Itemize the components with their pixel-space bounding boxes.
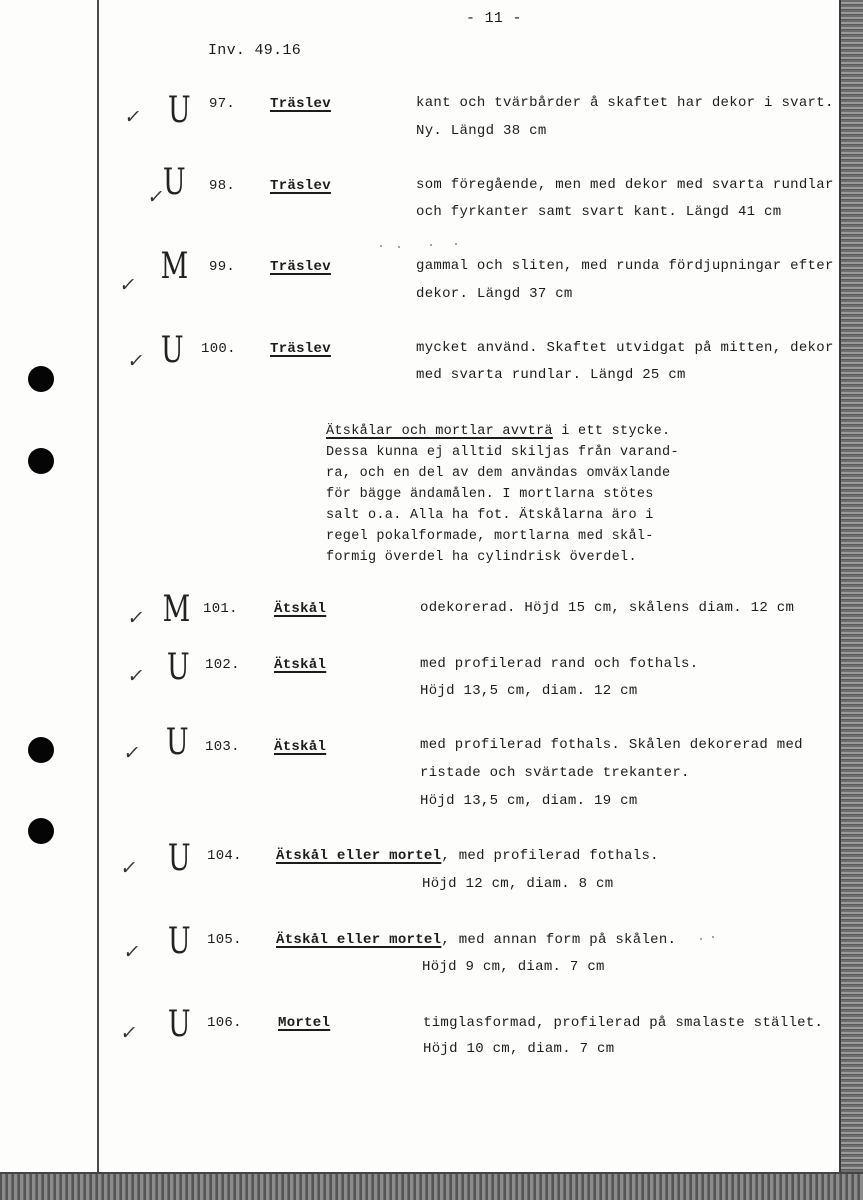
paragraph-line: regel pokalformade, mortlarna med skål- bbox=[326, 529, 654, 544]
scan-speck bbox=[455, 243, 457, 245]
paragraph-line: ra, och en del av dem användas omväxlande bbox=[326, 466, 671, 481]
entry-desc-line: timglasformad, profilerad på smalaste stället. bbox=[423, 1015, 824, 1031]
grade-mark: U bbox=[162, 162, 186, 203]
checkmark: ✓ bbox=[123, 106, 144, 128]
checkmark: ✓ bbox=[118, 274, 139, 296]
binding-margin-line bbox=[97, 0, 99, 1172]
scan-edge-bottom bbox=[0, 1174, 863, 1200]
entry-desc-line: med profilerad fothals. Skålen dekorerad med bbox=[420, 737, 803, 753]
page-number: - 11 - bbox=[466, 10, 522, 27]
punch-hole bbox=[28, 818, 54, 844]
entry-desc-line: ristade och svärtade trekanter. bbox=[420, 765, 690, 781]
grade-mark: U bbox=[165, 722, 189, 763]
entry-number: 101. bbox=[203, 601, 238, 617]
entry-desc-line: med profilerad rand och fothals. bbox=[420, 656, 699, 672]
paragraph-line: för bägge ändamålen. I mortlarna stötes bbox=[326, 487, 654, 502]
entry-number: 98. bbox=[209, 178, 236, 194]
entry-number: 105. bbox=[207, 932, 242, 948]
punch-hole bbox=[28, 448, 54, 474]
entry-number: 97. bbox=[209, 96, 236, 112]
inventory-reference: Inv. 49.16 bbox=[208, 42, 302, 59]
entry-title: Träslev bbox=[270, 178, 331, 194]
checkmark: ✓ bbox=[126, 665, 147, 687]
entry-desc-line: dekor. Längd 37 cm bbox=[416, 286, 573, 302]
checkmark: ✓ bbox=[119, 1022, 140, 1044]
grade-mark: U bbox=[167, 921, 191, 962]
entry-desc-line: Höjd 9 cm, diam. 7 cm bbox=[422, 959, 605, 975]
grade-mark: U bbox=[166, 647, 190, 688]
scan-edge-right bbox=[841, 0, 863, 1200]
checkmark: ✓ bbox=[122, 742, 143, 764]
scan-speck bbox=[712, 936, 714, 938]
punch-hole bbox=[28, 366, 54, 392]
checkmark: ✓ bbox=[146, 186, 167, 208]
entry-desc-inline: , med profilerad fothals. bbox=[441, 848, 659, 864]
paragraph-text: i ett stycke. bbox=[552, 424, 671, 439]
entry-desc-line: med svarta rundlar. Längd 25 cm bbox=[416, 367, 686, 383]
entry-number: 99. bbox=[209, 259, 236, 275]
entry-desc-line: och fyrkanter samt svart kant. Längd 41 cm bbox=[416, 204, 782, 220]
entry-title: Ätskål bbox=[274, 601, 327, 617]
scan-speck bbox=[430, 244, 432, 246]
entry-heading-line bbox=[276, 848, 659, 864]
checkmark: ✓ bbox=[119, 857, 140, 879]
paragraph-line: Dessa kunna ej alltid skiljas från varand- bbox=[326, 445, 679, 460]
scan-speck bbox=[380, 245, 382, 247]
grade-mark: U bbox=[167, 838, 191, 879]
checkmark: ✓ bbox=[126, 607, 147, 629]
entry-number: 104. bbox=[207, 848, 242, 864]
checkmark: ✓ bbox=[122, 941, 143, 963]
entry-number: 106. bbox=[207, 1015, 242, 1031]
entry-title: Träslev bbox=[270, 259, 331, 275]
scan-speck bbox=[398, 246, 400, 248]
punch-hole bbox=[28, 737, 54, 763]
paragraph-heading-line bbox=[326, 421, 679, 442]
paragraph-line: formig överdel ha cylindrisk överdel. bbox=[326, 550, 637, 565]
entry-heading-line bbox=[276, 932, 676, 948]
paragraph-line: salt o.a. Alla ha fot. Ätskålarna äro i bbox=[326, 508, 654, 523]
entry-title: Ätskål eller mortel bbox=[276, 848, 442, 864]
category-paragraph bbox=[326, 421, 679, 568]
entry-title: Ätskål eller mortel bbox=[276, 932, 442, 948]
entry-desc-line: kant och tvärbårder å skaftet har dekor i svart. bbox=[416, 95, 834, 111]
entry-desc-line: mycket använd. Skaftet utvidgat på mitten, dekor bbox=[416, 340, 834, 356]
entry-desc-line: Höjd 12 cm, diam. 8 cm bbox=[422, 876, 614, 892]
entry-number: 103. bbox=[205, 739, 240, 755]
entry-desc-line: odekorerad. Höjd 15 cm, skålens diam. 12 cm bbox=[420, 600, 795, 616]
entry-number: 100. bbox=[201, 341, 236, 357]
grade-mark: U bbox=[160, 330, 184, 371]
entry-desc-line: Höjd 13,5 cm, diam. 19 cm bbox=[420, 793, 638, 809]
entry-desc-line: som föregående, men med dekor med svarta rundlar bbox=[416, 177, 834, 193]
entry-title: Träslev bbox=[270, 341, 331, 357]
entry-title: Ätskål bbox=[274, 657, 327, 673]
checkmark: ✓ bbox=[126, 350, 147, 372]
grade-mark: U bbox=[167, 1004, 191, 1045]
category-heading: Ätskålar och mortlar avvträ bbox=[326, 424, 553, 439]
entry-number: 102. bbox=[205, 657, 240, 673]
entry-title: Ätskål bbox=[274, 739, 327, 755]
scan-speck bbox=[700, 938, 702, 940]
entry-desc-line: Höjd 10 cm, diam. 7 cm bbox=[423, 1041, 615, 1057]
entry-title: Träslev bbox=[270, 96, 331, 112]
entry-desc-inline: , med annan form på skålen. bbox=[441, 932, 677, 948]
grade-mark: U bbox=[167, 90, 191, 131]
entry-desc-line: Höjd 13,5 cm, diam. 12 cm bbox=[420, 683, 638, 699]
grade-mark: M bbox=[160, 246, 189, 287]
entry-desc-line: Ny. Längd 38 cm bbox=[416, 123, 547, 139]
grade-mark: M bbox=[162, 589, 191, 630]
entry-title: Mortel bbox=[278, 1015, 331, 1031]
entry-desc-line: gammal och sliten, med runda fördjupningar efter bbox=[416, 258, 834, 274]
